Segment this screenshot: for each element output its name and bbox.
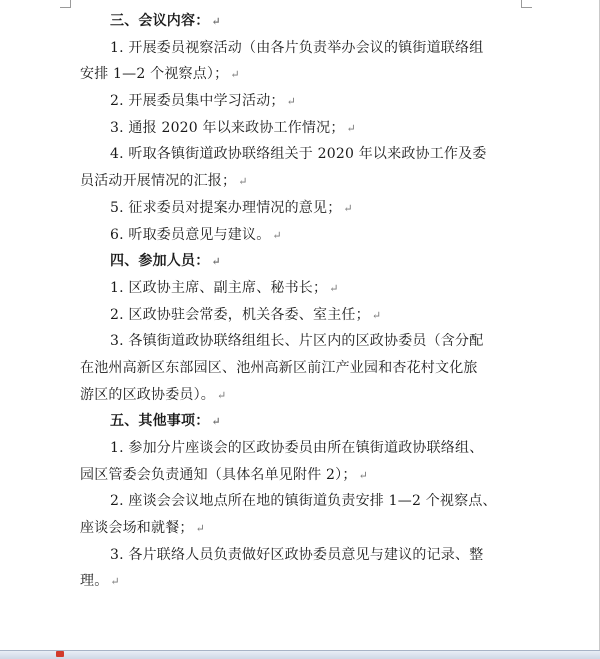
line-text: 安排 1—2 个视察点）； xyxy=(80,66,229,83)
line-text: 理。 xyxy=(80,573,109,590)
paragraph-mark-icon: ↵ xyxy=(230,68,240,82)
document-line xyxy=(80,488,520,515)
section-heading xyxy=(80,408,520,435)
line-text: 在池州高新区东部园区、池州高新区前江产业园和杏花村文化旅 xyxy=(80,359,478,376)
line-text: 1. 区政协主席、副主席、秘书长； xyxy=(110,279,328,296)
paragraph-mark-icon: ↵ xyxy=(346,121,356,135)
line-text: 园区管委会负责通知（具体名单见附件 2）； xyxy=(80,466,357,483)
document-line xyxy=(80,115,520,142)
paragraph-mark-icon: ↵ xyxy=(110,575,120,589)
document-line xyxy=(80,515,520,542)
document-line xyxy=(80,435,520,462)
document-line xyxy=(80,568,520,595)
paragraph-mark-icon: ↵ xyxy=(195,522,206,536)
paragraph-mark-icon: ↵ xyxy=(211,15,221,28)
line-text: 四、参加人员： xyxy=(110,253,210,270)
paragraph-mark-icon: ↵ xyxy=(329,281,339,295)
document-line xyxy=(80,168,520,195)
paragraph-mark-icon: ↵ xyxy=(211,255,221,269)
document-line xyxy=(80,355,520,382)
line-text: 2. 座谈会会议地点所在地的镇街道负责安排 1—2 个视察点、 xyxy=(110,493,497,510)
line-text: 座谈会场和就餐； xyxy=(80,520,194,537)
document-line xyxy=(80,328,520,355)
line-text: 三、会议内容： xyxy=(110,13,210,29)
line-text: 2. 开展委员集中学习活动； xyxy=(110,93,285,110)
paragraph-mark-icon: ↵ xyxy=(238,175,248,189)
line-text: 1. 参加分片座谈会的区政协委员由所在镇街道政协联络组、 xyxy=(110,440,484,456)
paragraph-mark-icon: ↵ xyxy=(358,468,368,482)
line-text: 员活动开展情况的汇报； xyxy=(80,173,237,190)
document-line xyxy=(80,382,520,409)
document-line xyxy=(80,302,520,329)
document-body[interactable] xyxy=(80,8,520,595)
paragraph-mark-icon: ↵ xyxy=(343,201,353,215)
paragraph-mark-icon: ↵ xyxy=(211,415,221,429)
document-line xyxy=(80,88,520,115)
document-line xyxy=(80,195,520,222)
line-text: 5. 征求委员对提案办理情况的意见； xyxy=(110,199,342,216)
document-line xyxy=(80,141,520,168)
line-text: 3. 各片联络人员负责做好区政协委员意见与建议的记录、整 xyxy=(110,546,484,563)
document-line xyxy=(80,35,520,62)
paragraph-mark-icon: ↵ xyxy=(286,95,297,109)
section-heading xyxy=(80,8,520,35)
line-text: 2. 区政协驻会常委，机关各委、室主任； xyxy=(110,306,370,323)
line-text: 3. 各镇街道政协联络组组长、片区内的区政协委员（含分配 xyxy=(110,333,484,350)
section-heading xyxy=(80,248,520,275)
document-line xyxy=(80,222,520,249)
line-text: 6. 听取委员意见与建议。 xyxy=(110,226,271,243)
page-corner-mark-left xyxy=(60,0,71,8)
document-line xyxy=(80,462,520,489)
line-text: 五、其他事项： xyxy=(110,413,210,430)
line-text: 1. 开展委员视察活动（由各片负责举办会议的镇街道联络组 xyxy=(110,39,484,56)
paragraph-mark-icon: ↵ xyxy=(217,388,227,402)
document-line xyxy=(80,61,520,88)
page-corner-mark-right xyxy=(521,0,532,8)
paragraph-mark-icon: ↵ xyxy=(371,308,382,322)
document-line xyxy=(80,275,520,302)
paragraph-mark-icon: ↵ xyxy=(272,228,282,242)
line-text: 4. 听取各镇街道政协联络组关于 2020 年以来政协工作及委 xyxy=(110,146,487,163)
status-icon[interactable] xyxy=(56,651,64,657)
document-line xyxy=(80,542,520,569)
line-text: 3. 通报 2020 年以来政协工作情况； xyxy=(110,119,345,136)
line-text: 游区的区政协委员）。 xyxy=(80,386,215,403)
